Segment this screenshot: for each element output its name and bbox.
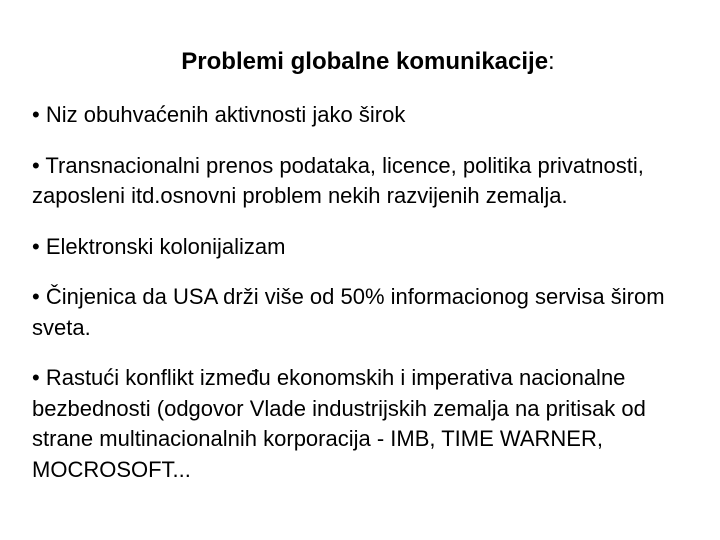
slide-title-colon: : bbox=[548, 48, 555, 75]
slide-title bbox=[0, 44, 720, 80]
slide-title-text: Problemi globalne komunikacije bbox=[181, 48, 549, 75]
bullet-list bbox=[32, 100, 702, 485]
bullet-item-conflict: • Rastući konflikt između ekonomskih i imperativa nacionalne bezbednosti (odgovor Vlade industrijskih zemalja na pritisak od strane multinacionalnih korporacija - IMB, TIME WARNER, MOCROSOFT... bbox=[32, 365, 646, 482]
bullet-item-data-transfer: • Transnacionalni prenos podataka, licence, politika privatnosti, zaposleni itd.osnovni problem nekih razvijenih zemalja. bbox=[32, 152, 644, 208]
bullet-item-usa-share: • Činjenica da USA drži više od 50% informacionog servisa širom sveta. bbox=[32, 284, 665, 340]
bullet-item-colonialism: • Elektronski kolonijalizam bbox=[32, 233, 286, 259]
bullet-item-activities: • Niz obuhvaćenih aktivnosti jako širok bbox=[32, 102, 406, 127]
